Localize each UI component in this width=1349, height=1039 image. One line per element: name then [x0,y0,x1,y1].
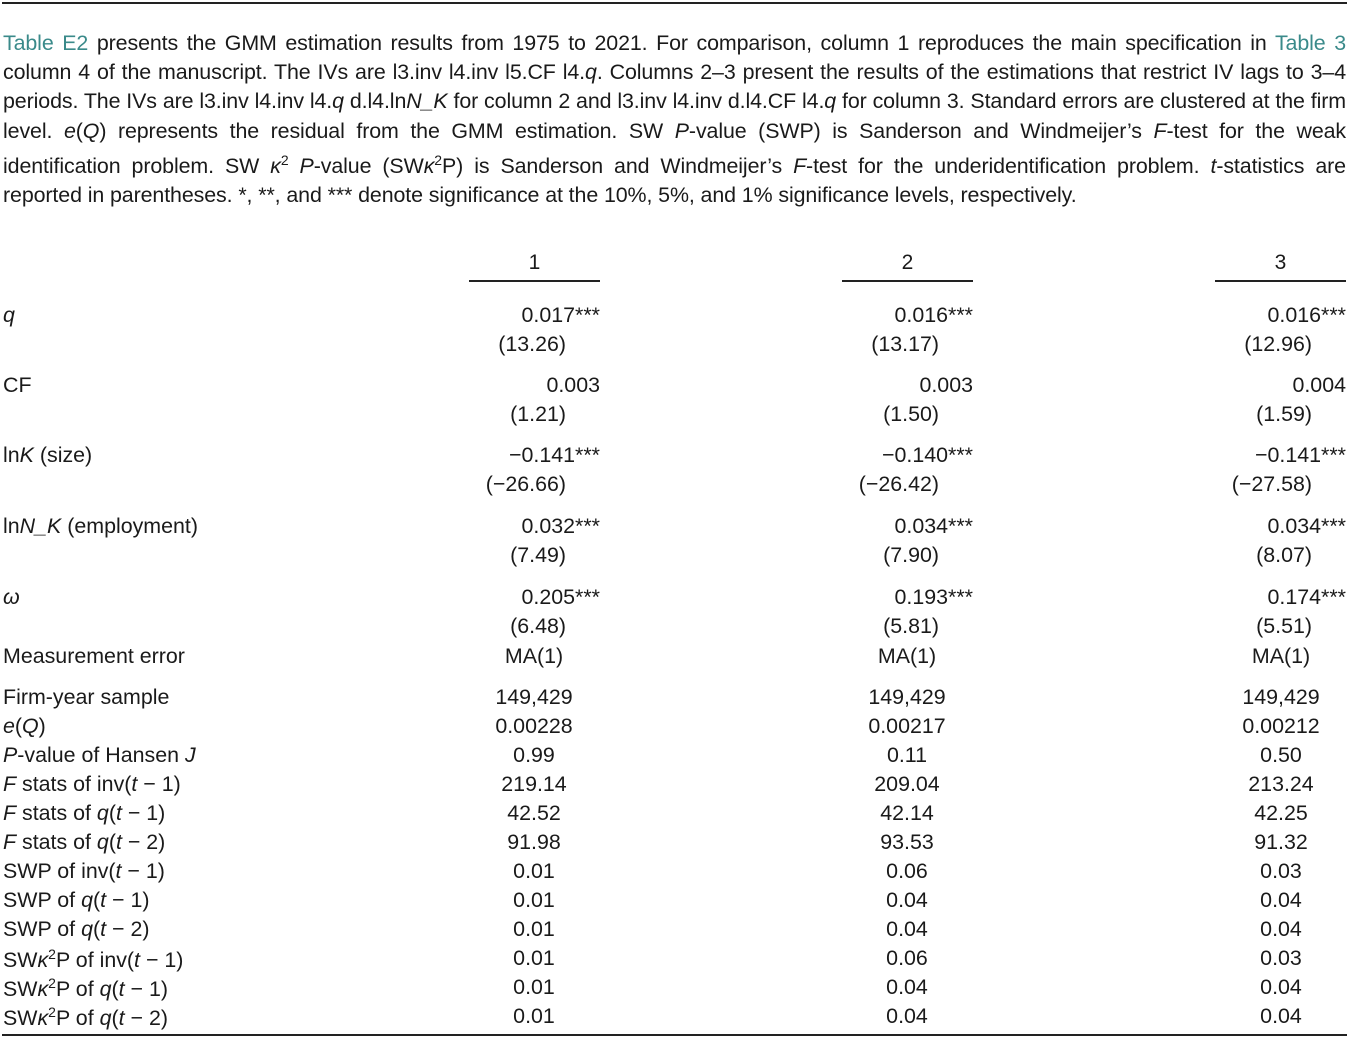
table-bottom-rule [2,1034,1347,1036]
row-label-coef: q [3,303,15,327]
stat-cell: 0.04 [886,975,928,999]
measurement-error-cell: MA(1) [877,644,937,668]
stat-cell: 209.04 [874,772,940,796]
t-stat-cell: (7.49) [510,543,566,567]
row-label-stat: e(Q) [3,714,46,738]
t-stat-cell: (−26.66) [485,472,566,496]
t-stat-cell: (5.81) [883,614,939,638]
stat-cell: 0.01 [513,946,555,970]
stat-cell: 0.04 [886,888,928,912]
coefficient-cell: 0.205*** [521,585,600,609]
coefficient-cell: 0.004 [1292,373,1346,397]
row-label-coef: ω [3,585,20,609]
row-label-coef: CF [3,373,32,397]
stat-cell: 0.03 [1260,946,1302,970]
stat-cell: 0.01 [513,1004,555,1028]
stat-cell: 0.01 [513,917,555,941]
coefficient-cell: −0.140*** [882,443,973,467]
row-label-stat: SWκ$^2$P of q(t − 1) [3,975,168,1002]
coefficient-cell: 0.032*** [521,514,600,538]
stat-cell: 0.06 [886,859,928,883]
row-label-stat: SWP of q(t − 2) [3,917,150,941]
coefficient-cell: 0.193*** [894,585,973,609]
column-header-2: 2 [842,251,973,275]
row-label-stat: SWκ$^2$P of inv(t − 1) [3,946,184,973]
stat-cell: 0.04 [886,1004,928,1028]
stat-cell: 0.00217 [868,714,946,738]
stat-cell: 42.52 [507,801,561,825]
stat-cell: 0.01 [513,888,555,912]
stat-cell: 42.14 [880,801,934,825]
t-stat-cell: (13.17) [871,332,939,356]
t-stat-cell: (−26.42) [858,472,939,496]
coefficient-cell: 0.003 [546,373,600,397]
stat-cell: 0.01 [513,859,555,883]
row-label-stat: F stats of inv(t − 1) [3,772,181,796]
row-label-stat: F stats of q(t − 2) [3,830,166,854]
t-stat-cell: (6.48) [510,614,566,638]
row-label-coef: lnN_K (employment) [3,514,198,538]
coefficient-cell: 0.016*** [1267,303,1346,327]
t-stat-cell: (7.90) [883,543,939,567]
t-stat-cell: (8.07) [1256,543,1312,567]
coefficient-cell: 0.003 [919,373,973,397]
t-stat-cell: (12.96) [1244,332,1312,356]
coefficient-cell: −0.141*** [1255,443,1346,467]
table-3-link[interactable]: Table 3 [1274,31,1347,55]
row-label-stat: P-value of Hansen J [3,743,196,767]
t-stat-cell: (5.51) [1256,614,1312,638]
stat-cell: 0.04 [1260,1004,1302,1028]
stat-cell: 91.32 [1254,830,1308,854]
coefficient-cell: 0.174*** [1267,585,1346,609]
column-header-3: 3 [1215,251,1346,275]
stat-cell: 0.11 [886,743,928,767]
stat-cell: 91.98 [507,830,561,854]
stat-cell: 93.53 [880,830,934,854]
stat-cell: 0.00212 [1242,714,1320,738]
table-caption: Table E2 presents the GMM estimation results from 1975 to 2021. For comparison, column 1 reproduces the main specification in Table 3 column 4 of the manuscript. The IVs are l3.inv l4.inv l5.CF l4.q. Columns 2–3 present the results of the estimations that restrict IV lags to 3–4 periods. The IVs are l3.inv l4.inv l4.q d.l4.lnN_K for column 2 and l3.inv l4.inv d.l4.CF l4.q for column 3. Standard errors are clustered at the firm level. e(Q) represents the residual from the GMM estimation. SW P-value (SWP) is Sanderson and Windmeijer’s F-test for the weak identification problem. SW $\kappa^2$ P-value (SWκ$^2$P) is Sanderson and Windmeijer’s F-test for the underidentification problem. t-statistics are reported in parentheses. *, **, and *** denote significance at the 10%, 5%, and 1% significance levels, respectively. [3,31,1347,208]
row-label-stat: SWP of inv(t − 1) [3,859,165,883]
t-stat-cell: (13.26) [498,332,566,356]
measurement-error-cell: MA(1) [504,644,564,668]
stat-cell: 149,429 [868,685,946,709]
table-top-rule [2,2,1347,4]
coefficient-cell: −0.141*** [509,443,600,467]
coefficient-cell: 0.034*** [1267,514,1346,538]
stat-cell: 0.03 [1260,859,1302,883]
stat-cell: 42.25 [1254,801,1308,825]
stat-cell: 0.04 [1260,888,1302,912]
row-label-stat: F stats of q(t − 1) [3,801,166,825]
row-label-stat: SWP of q(t − 1) [3,888,150,912]
row-label-stat: Firm-year sample [3,685,170,709]
stat-cell: 0.04 [886,917,928,941]
row-label-coef: lnK (size) [3,443,93,467]
stat-cell: 149,429 [1242,685,1320,709]
stat-cell: 0.50 [1260,743,1302,767]
column-header-1: 1 [469,251,600,275]
measurement-error-cell: MA(1) [1251,644,1311,668]
row-label-measurement-error: Measurement error [3,644,185,668]
stat-cell: 0.99 [513,743,555,767]
t-stat-cell: (−27.58) [1231,472,1312,496]
stat-cell: 149,429 [495,685,573,709]
stat-cell: 0.01 [513,975,555,999]
t-stat-cell: (1.50) [883,402,939,426]
stat-cell: 213.24 [1248,772,1314,796]
t-stat-cell: (1.21) [510,402,566,426]
stat-cell: 0.06 [886,946,928,970]
t-stat-cell: (1.59) [1256,402,1312,426]
stat-cell: 0.04 [1260,917,1302,941]
stat-cell: 0.00228 [495,714,573,738]
stat-cell: 219.14 [501,772,567,796]
row-label-stat: SWκ$^2$P of q(t − 2) [3,1004,168,1031]
table-e2-link[interactable]: Table E2 [3,31,89,55]
coefficient-cell: 0.034*** [894,514,973,538]
coefficient-cell: 0.016*** [894,303,973,327]
coefficient-cell: 0.017*** [521,303,600,327]
stat-cell: 0.04 [1260,975,1302,999]
